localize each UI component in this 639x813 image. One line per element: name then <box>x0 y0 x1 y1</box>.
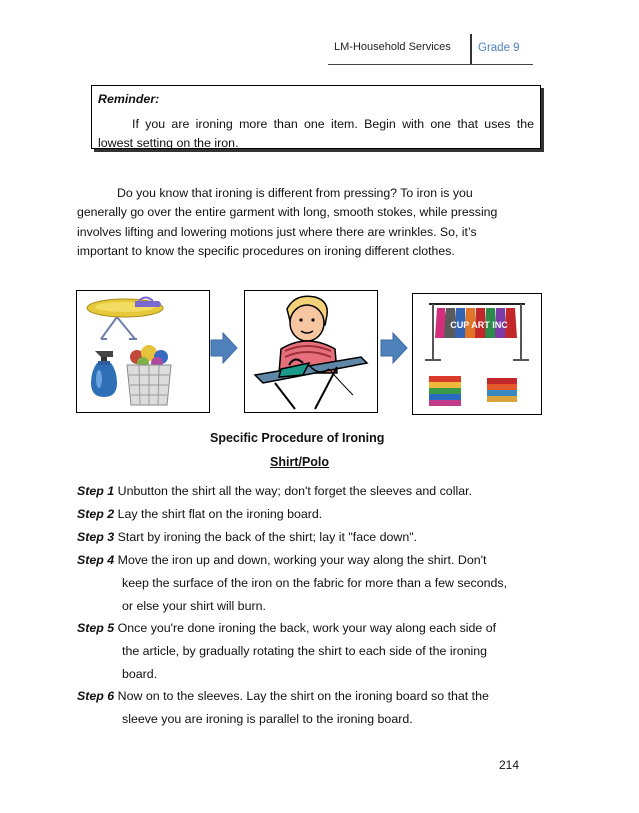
arrow-right-icon <box>209 331 239 365</box>
step-label: Step 1 <box>77 484 115 498</box>
step-1 <box>77 484 557 498</box>
spray-bottle-icon <box>91 351 117 397</box>
step-5-line-3: board. <box>122 667 158 681</box>
folded-clothes-icon <box>429 376 517 406</box>
header-title: LM-Household Services <box>334 41 451 53</box>
step-text: Start by ironing the back of the shirt; lay it "face down". <box>117 530 418 544</box>
step-label: Step 6 <box>77 689 115 703</box>
arrow-right-icon <box>379 331 409 365</box>
procedure-title: Specific Procedure of Ironing <box>210 431 385 445</box>
finished-clothes-image <box>412 293 542 415</box>
laundry-basket-icon <box>127 345 171 405</box>
step-4-line-2: keep the surface of the iron on the fabric for more than a few seconds, <box>122 576 508 590</box>
procedure-subtitle: Shirt/Polo <box>270 455 330 469</box>
step-3 <box>77 530 557 544</box>
step-text: Unbutton the shirt all the way; don't forget the sleeves and collar. <box>117 484 472 498</box>
clothes-rack-icon <box>425 304 529 360</box>
page-number: 214 <box>499 758 520 772</box>
header-grade: Grade 9 <box>478 42 520 54</box>
rack-sign-text: CUP ART INC <box>450 320 508 330</box>
step-2 <box>77 507 557 521</box>
header-divider <box>470 34 472 64</box>
step-text: Once you're done ironing the back, work your way along each side of <box>117 621 497 635</box>
step-6 <box>77 689 557 703</box>
step-label: Step 3 <box>77 530 115 544</box>
step-label: Step 5 <box>77 621 115 635</box>
reminder-title: Reminder: <box>98 92 160 106</box>
step-5-line-2: the article, by gradually rotating the shirt to each side of the ironing <box>122 644 488 658</box>
ironing-person-image <box>244 290 378 413</box>
step-4 <box>77 553 557 567</box>
step-text: Now on to the sleeves. Lay the shirt on the ironing board so that the <box>117 689 489 703</box>
header-rule <box>328 64 533 65</box>
step-text: Lay the shirt flat on the ironing board. <box>117 507 323 521</box>
intro-paragraph: Do you know that ironing is different from pressing? To iron is you generally go over the entire garment with long, smooth stokes, while pressing involves lifting and lowering motions just where there are wrinkles. So, it’s important to know the specific procedures on ironing different clothes. <box>77 186 498 258</box>
reminder-box <box>91 85 541 149</box>
step-label: Step 2 <box>77 507 115 521</box>
step-4-line-3: or else your shirt will burn. <box>122 599 266 613</box>
reminder-body: If you are ironing more than one item. Begin with one that uses the lowest setting on the iron. <box>98 117 534 150</box>
supplies-image <box>76 290 210 413</box>
ironing-board-icon <box>87 298 163 340</box>
person-ironing-icon <box>245 291 377 412</box>
step-5 <box>77 621 557 635</box>
step-label: Step 4 <box>77 553 115 567</box>
step-text: Move the iron up and down, working your way along the shirt. Don't <box>117 553 487 567</box>
step-6-line-2: sleeve you are ironing is parallel to the ironing board. <box>122 712 413 726</box>
